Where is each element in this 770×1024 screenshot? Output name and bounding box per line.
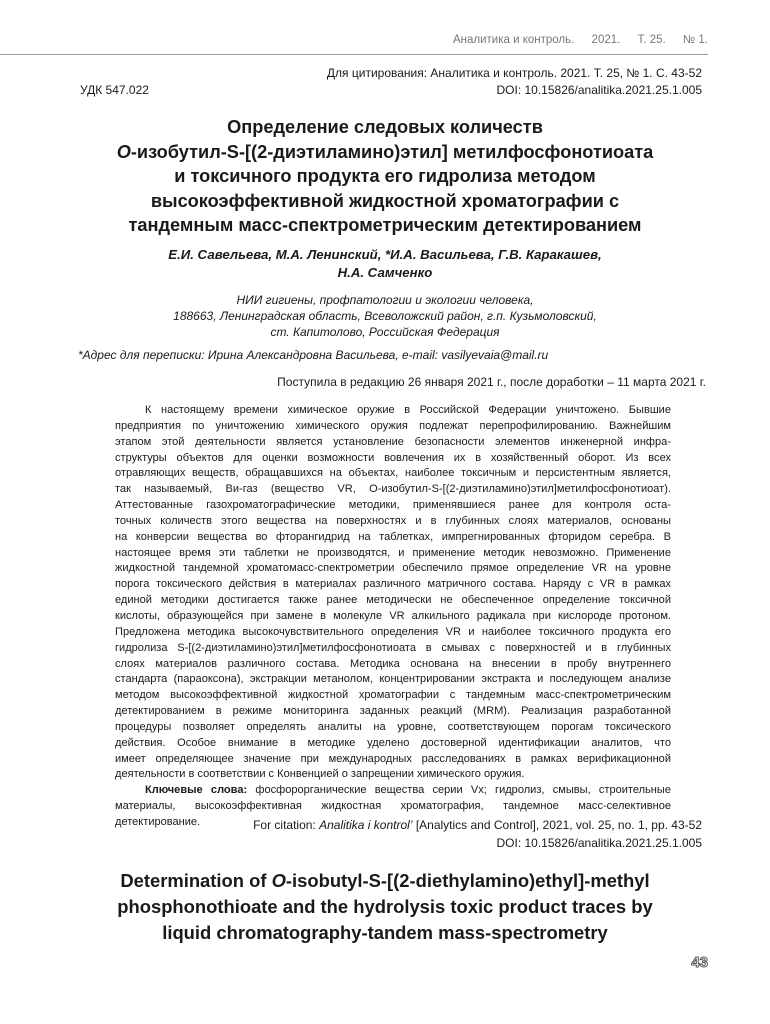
abstract-line: настоящее время эти таблетки не производятся, и применение методик невозможно. Применение <box>115 546 671 559</box>
keywords-label: Ключевые слова: <box>145 784 248 797</box>
title-ru-line-5: тандемным масс-спектрометрическим детектированием <box>128 215 642 235</box>
abstract-line: точных количеств этого вещества на поверхностях и в глубинных слоях материалов, основаны <box>115 514 671 527</box>
abstract-line: К настоящему времени химическое оружие в Российской Федерации уничтожено. Бывшие <box>145 404 671 416</box>
citation-en-journal: Analitika i kontrol’ <box>319 818 413 832</box>
abstract-line: деятельности в соответствии с Конвенцией о запрещении химического оружия. <box>115 768 525 781</box>
abstract-line: кислоты, образующейся при замене в молекуле VR алкильного радикала при кислороде протоном. <box>115 609 671 622</box>
header-divider <box>0 54 708 55</box>
title-ru-line-2-rest: -изобутил-S-[(2-диэтиламино)этил] метилфосфонотиоата <box>130 141 654 162</box>
title-ru-line-3: и токсичного продукта его гидролиза методом <box>174 166 596 186</box>
abstract-line: этапом этой деятельности является установление безопасности элементов инженерной инфра- <box>115 435 671 448</box>
header-issue: № 1. <box>682 34 708 46</box>
abstract-line: детектированием в режиме мониторинга заданных реакций (MRM). Реализация разработанной <box>115 705 671 718</box>
doi-ru: DOI: 10.15826/analitika.2021.25.1.005 <box>496 83 702 97</box>
authors-line-2: Н.А. Самченко <box>337 265 433 280</box>
title-ru <box>60 115 710 238</box>
authors <box>60 246 710 282</box>
title-ru-line-1: Определение следовых количеств <box>227 117 543 137</box>
abstract-body <box>115 403 671 783</box>
title-ru-italic-o: O <box>116 141 131 162</box>
abstract-line: имеет определяющее значение при международных расследованиях в рамках верификационной <box>115 752 671 765</box>
citation-en-rest: [Analytics and Control], 2021, vol. 25, no. 1, pp. 43-52 <box>412 818 702 832</box>
abstract-line: так называемый, Ви-газ (вещество VR, O-изобутил-S-[(2-диэтиламино)этил]метилфосфонотиоат). <box>115 483 671 496</box>
abstract-line: Аттестованные газохроматографические методики, применявшиеся ранее для контроля оста- <box>115 499 671 512</box>
abstract <box>115 403 671 831</box>
title-ru-line-2 <box>60 140 710 165</box>
abstract-line: единой методики достигается также ранее методически не обеспеченное определение токсичной <box>115 594 671 607</box>
affiliation-line-3: ст. Капитолово, Российская Федерация <box>270 325 500 339</box>
udk-code: УДК 547.022 <box>80 83 149 97</box>
keywords-line-3: детектирование. <box>115 815 201 828</box>
citation-en-prefix: For citation: <box>253 818 320 832</box>
header-volume: Т. 25. <box>637 34 666 46</box>
title-en-line-3: liquid chromatography-tandem mass-spectrometry <box>162 922 608 943</box>
keywords-text-1: фосфорорганические вещества серии Vx; гидролиз, смывы, строительные <box>247 784 671 797</box>
abstract-line: отравляющих веществ, обращавшихся на объектах, наиболее токсичным и персистентным является, <box>115 467 671 480</box>
abstract-line: предприятия по уничтожению химического оружия подлежат перепрофилированию. Важнейшим <box>115 419 671 432</box>
header-year: 2021. <box>591 34 621 46</box>
citation-ru: Для цитирования: Аналитика и контроль. 2021. Т. 25, № 1. С. 43-52 <box>326 66 702 80</box>
abstract-line: жидкостной тандемной хроматомасс-спектрометрии обеспечило прямое определение VR на уровне <box>115 562 671 575</box>
abstract-line: структуры объектов для оценки возможности вовлечения их в хозяйственный оборот. Из всех <box>115 451 671 464</box>
title-en-italic-o: O <box>271 870 286 891</box>
doi-en: DOI: 10.15826/analitika.2021.25.1.005 <box>496 836 702 850</box>
authors-line-1: Е.И. Савельева, М.А. Ленинский, *И.А. Васильева, Г.В. Каракашев, <box>168 247 602 262</box>
received-dates: Поступила в редакцию 26 января 2021 г., после доработки – 11 марта 2021 г. <box>277 375 706 389</box>
title-en-line-1 <box>60 868 710 894</box>
keywords-line-2: материалы, высокоэффективная жидкостная хроматография, тандемное масс-селективное <box>115 800 671 813</box>
abstract-line: Предложена методика высокочувствительного определения VR и наиболее токсичного продукта его <box>115 625 671 638</box>
title-en-line-2: phosphonothioate and the hydrolysis toxic product traces by <box>117 896 653 917</box>
correspondence: *Адрес для переписки: Ирина Александровна Васильева, e-mail: vasilyevaia@mail.ru <box>78 348 549 362</box>
page-number: 43 <box>691 954 708 971</box>
header-journal: Аналитика и контроль. <box>452 34 575 46</box>
title-en-line-1-pre: Determination of <box>120 870 272 891</box>
abstract-line: на конверсии вещества во фторангидрид на таблетках, импрегнированных фторидом серебра. В <box>115 530 671 543</box>
title-en <box>60 868 710 946</box>
abstract-line: методом высокоэффективной жидкостной хроматографии с тандемным масс-спектрометрическим <box>115 689 671 702</box>
affiliation-line-1: НИИ гигиены, профпатологии и экологии человека, <box>236 293 534 307</box>
title-en-line-1-rest: -isobutyl-S-[(2-diethylamino)ethyl]-methyl <box>285 870 650 891</box>
affiliation-line-2: 188663, Ленинградская область, Всеволожский район, г.п. Кузьмоловский, <box>173 309 597 323</box>
abstract-line: порога токсического действия в материалах различного матричного состава. Наряду с VR в рамках <box>115 578 671 591</box>
abstract-line: гидролиза S-[(2-диэтиламино)этил]метилфосфонотиоата в смывах с поверхностей и в глубинных <box>115 641 671 654</box>
title-ru-line-4: высокоэффективной жидкостной хроматографии с <box>150 190 620 211</box>
affiliation <box>60 292 710 340</box>
abstract-line: действия. Особое внимание в методике уделено достоверной идентификации аналитов, что <box>115 736 671 749</box>
abstract-line: процедуры позволяет определять аналиты на уровне, соответствующем порогам токсического <box>115 720 671 733</box>
abstract-line: слоях материалов различного состава. Методика основана на внесении в пробу внутреннего <box>115 657 671 670</box>
running-header <box>439 34 708 46</box>
abstract-line: стандарта (параоксона), экстракции метанолом, концентрировании экстракта и последующем анализе <box>115 673 671 686</box>
citation-en <box>253 818 702 832</box>
keywords-line-1 <box>115 783 671 799</box>
